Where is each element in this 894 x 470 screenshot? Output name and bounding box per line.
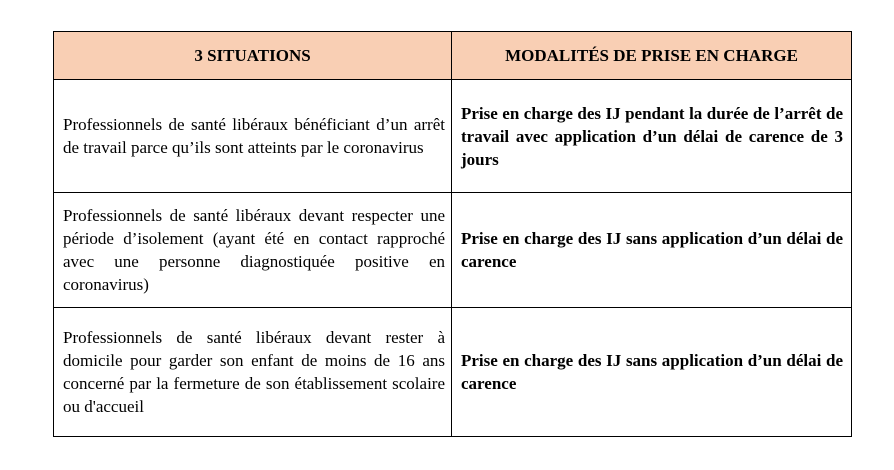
modalite-cell: Prise en charge des IJ sans application d’un délai de carence	[452, 193, 852, 308]
situation-cell: Professionnels de santé libéraux devant respecter une période d’isolement (ayant été en contact rapproché avec une personne diagnostiquée positive en coronavirus)	[54, 193, 452, 308]
table-row	[54, 308, 852, 437]
header-modalites: MODALITÉS DE PRISE EN CHARGE	[452, 32, 852, 80]
table-header	[54, 32, 852, 80]
situations-table	[53, 31, 852, 437]
modalite-cell: Prise en charge des IJ pendant la durée de l’arrêt de travail avec application d’un délai de carence de 3 jours	[452, 80, 852, 193]
situation-cell: Professionnels de santé libéraux bénéficiant d’un arrêt de travail parce qu’ils sont atteints par le coronavirus	[54, 80, 452, 193]
modalite-cell: Prise en charge des IJ sans application d’un délai de carence	[452, 308, 852, 437]
situation-cell: Professionnels de santé libéraux devant rester à domicile pour garder son enfant de moins de 16 ans concerné par la fermeture de son établissement scolaire ou d'accueil	[54, 308, 452, 437]
table-row	[54, 80, 852, 193]
table-body	[54, 80, 852, 437]
table-row	[54, 193, 852, 308]
header-situations: 3 SITUATIONS	[54, 32, 452, 80]
header-row	[54, 32, 852, 80]
